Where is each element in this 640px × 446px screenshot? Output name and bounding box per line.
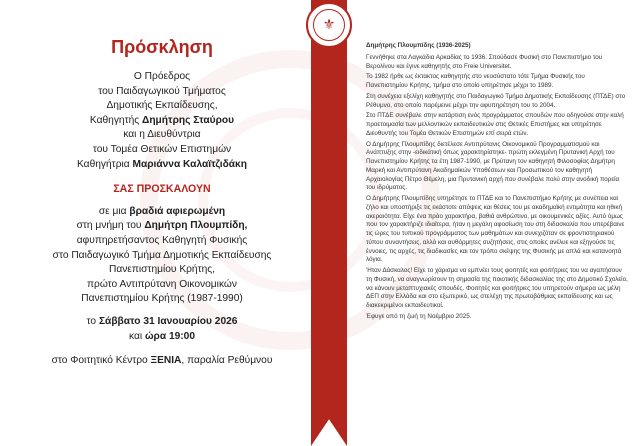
- chair-line: [12, 114, 312, 129]
- text-line: Πανεπιστημίου Κρήτης (1987-1990): [81, 293, 243, 305]
- director-line: [12, 158, 312, 173]
- director-name: Μαριάννα Καλαϊτζιδάκη: [132, 158, 247, 170]
- event-prefix: σε μια: [98, 205, 130, 217]
- date-line: [12, 315, 312, 330]
- director-title: Καθηγήτρια: [77, 158, 133, 170]
- text-line: Δημοτικής Εκπαίδευσης,: [106, 100, 218, 112]
- date-prefix: το: [86, 315, 99, 327]
- time-prefix: και: [128, 330, 145, 342]
- event-date: Σάββατο 31 Ιανουαρίου 2026: [98, 315, 238, 327]
- bio-paragraph: 'Ηταν Δάσκαλος! Είχε το χάρισμα να εμπνέει τους φοιτητές και φοιτήτριες του να αγαπήσουν τη Φυσική, να αναγνωρίσουν τη σημασία της ποιοτικής διδασκαλίας της στο Δημοτικό Σχολείο, να κάνουν μεταπτυχιακές σπουδές. Φοιτητές και φοιτήτριες του υπηρετούν σήμερα ως μέλη ΔΕΠ στην Ελλάδα και στο εξωτερικό, ως στελέχη της πρωτοβάθμιας εκπαίδευσης και ως διακεκριμένοι εκπαιδευτικοί.: [366, 267, 628, 309]
- red-ribbon: [311, 0, 347, 446]
- event-line: [12, 205, 312, 220]
- spacer: [12, 307, 312, 315]
- text-line: αφυπηρετήσαντος Καθηγητή Φυσικής: [76, 234, 248, 246]
- text-line: και η Διευθύντρια: [123, 129, 201, 141]
- event-bold: βραδιά αφιερωμένη: [129, 205, 226, 217]
- bio-heading: Δημήτρης Πλουμπίδης (1936-2025): [366, 42, 471, 49]
- biography-column: [366, 42, 628, 324]
- university-seal: [306, 2, 352, 48]
- time-line: [12, 330, 312, 345]
- text-line: Πανεπιστημίου Κρήτης,: [108, 264, 216, 276]
- text-line: του Παιδαγωγικού Τμήματος: [98, 85, 226, 97]
- invitation-title: Πρόσκληση: [111, 37, 213, 57]
- chair-title: Καθηγητής: [89, 114, 143, 126]
- venue-prefix: στο Φοιτητικό Κέντρο: [51, 355, 151, 367]
- bio-paragraph: Στο ΠΤΔΕ συνέβαλε στην κατάρτιση ενός προγράμματος σπουδών που οδηγούσε στην καλή προετοιμασία των μελλοντικών εκπαιδευτικών στις Θετικές Επιστήμες και υπηρέτησε Διευθυντής του Τομέα Θετικών Επιστημών επί σειρά ετών.: [366, 112, 624, 137]
- text-line: του Τομέα Θετικών Επιστημών: [92, 143, 232, 155]
- text-line: στο Παιδαγωγικό Τμήμα Δημοτικής Εκπαίδευσης: [52, 249, 272, 261]
- venue-line: [12, 354, 312, 369]
- text-line: πρώτο Αντιπρύτανη Οικονομικών: [87, 278, 237, 290]
- event-time: ώρα 19:00: [144, 330, 195, 342]
- honoree-name: Δημήτρη Πλουμπίδη,: [144, 220, 248, 232]
- bio-paragraph: Στη συνέχεια εξελίχη καθηγητής στο Παιδαγωγικό Τμήμα Δημοτικής Εκπαίδευσης (ΠΤΔΕ) στο Ρέθυμνο, στο οποίο παρέμεινε μέχρι την αφυπηρέτηση του το 2004.: [366, 92, 626, 109]
- bio-paragraph: Γεννήθηκε στα Λαγκάδια Αρκαδίας το 1936. Σπούδασε Φυσική στο Πανεπιστήμιο του Βερολίνου και έγινε καθηγητής στο Freie Universitet.: [366, 53, 603, 70]
- spacer: [12, 344, 312, 354]
- memory-line: [12, 219, 312, 234]
- bio-paragraph: Έφυγε από τη ζωή τη Νοέμβριο 2025.: [366, 312, 472, 320]
- venue-name: ΞΕΝΙΑ: [150, 355, 182, 367]
- invitation-column: [12, 36, 312, 369]
- seal-emblem-icon: ⚜: [313, 9, 345, 41]
- bio-paragraph: Ο Δημήτρης Πλουμπίδης υπηρέτησε το ΠΤΔΕ και το Πανεπιστήμιο Κρήτης με συνέπεια και ζήλο και υποστήριξε τις εκάστοτε απόψεις και θέσεις του με ακαδημαϊκή εντιμότητα και ηθική ακεραιότητα. Είχε ένα πράο χαρακτήρα, βαθιά ανθρώπινο, με οικουμενικές αξίες. Αυτό όμως που τον χαρακτήριζε ιδιαίτερα, ήταν η μεγάλη αφοσίωση του στη διδασκαλία που υπερέβαινε τις ώρες του τυπικού προγράμματος των μαθημάτων και συνεχιζόταν σε φροντιστηριακού τύπου συναντήσεις, αλλά και αυθόρμητες συζητήσεις, στις οποίες ανέλυε και εξηγούσε τις έννοιες, τις αρχές, τις διαδικασίες και τον τρόπο σκέψης της Φυσικής με απλά και κατανοητά λόγια.: [366, 195, 625, 264]
- venue-suffix: , παραλία Ρεθύμνου: [181, 355, 273, 367]
- memory-prefix: στη μνήμη του: [76, 220, 145, 232]
- bio-paragraph: Ο Δημήτρης Πλουμπίδης διετέλεσε Αντιπρύτανις Οικονομικού Προγραμματισμού και Ανάπτυξης στην -ειδικάτική όπως χαρακτηρίστηκε- πρώτη εκλεγμένη Πρυτανική Αρχή του Πανεπιστημίου Κρήτης τα έτη 1987-1990, με Πρύτανη τον καθηγητή Φιλοσοφίας Δημήτρη Μαρκή και Αντιπρύτανη Ακαδημαϊκών Υποθέσεων και Προσωπικού τον καθηγητή Αρχαιολογίας Πέτρο Θέμελη, μια Πρυτανική αρχή που συνέβαλε πολύ στην ανοδική πορεία του ιδρύματος.: [366, 140, 620, 192]
- invite-heading: ΣΑΣ ΠΡΟΣΚΑΛΟΥΝ: [113, 183, 211, 196]
- chair-name: Δημήτρης Σταύρου: [142, 114, 235, 126]
- text-line: Ο Πρόεδρος: [133, 71, 191, 82]
- bio-paragraph: Το 1982 ήρθε ως έκτακτος καθηγητής στο νεοσύστατο τότε Τμήμα Φυσικής του Πανεπιστημίου Κρήτης, τμήμα στο οποίο υπηρέτησε μέχρι το 1989.: [366, 73, 585, 89]
